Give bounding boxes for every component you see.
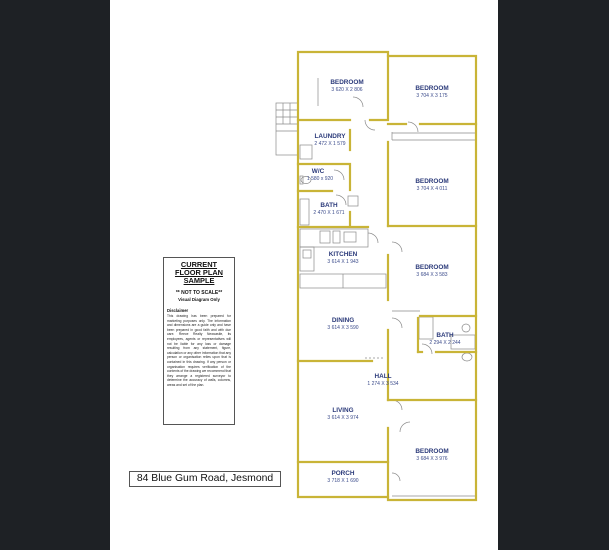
- not-to-scale-note: ** NOT TO SCALE**: [175, 290, 223, 296]
- room-dims-dining: 3 614 X 3 590: [327, 325, 359, 331]
- room-dims-kitchen: 3 614 X 1 943: [327, 259, 359, 265]
- room-name-bath-1: BATH: [320, 202, 338, 209]
- room-dims-hall: 1 274 X 3 534: [367, 381, 399, 387]
- room-name-dining: DINING: [331, 317, 355, 324]
- plan-legend: [163, 257, 235, 425]
- laundry-tub-icon: [300, 145, 312, 159]
- legend-title-line-3: SAMPLE: [183, 276, 215, 285]
- bathtub-icon: [300, 199, 309, 225]
- room-dims-wc: 1 580 x 920: [306, 176, 334, 182]
- room-name-bedroom-5: BEDROOM: [415, 448, 449, 455]
- legend-title-line-1: CURRENT: [180, 260, 218, 269]
- stairs-icon: [276, 103, 298, 155]
- room-dims-bedroom-3: 3 704 X 4 011: [416, 186, 448, 192]
- room-name-bedroom-2: BEDROOM: [415, 85, 449, 92]
- room-name-kitchen: KITCHEN: [328, 251, 358, 258]
- walls: [298, 52, 476, 500]
- room-dims-bath-1: 2 470 X 1 671: [313, 210, 345, 216]
- room-dims-bedroom-5: 3 684 X 3 976: [416, 456, 448, 462]
- room-name-bedroom-1: BEDROOM: [330, 79, 364, 86]
- room-dims-bedroom-1: 3 620 X 2 806: [331, 87, 363, 93]
- legend-title-line-2: FLOOR PLAN: [174, 268, 224, 277]
- room-dims-living: 3 614 X 3 974: [327, 415, 359, 421]
- room-dims-bedroom-2: 3 704 X 3 175: [416, 93, 448, 99]
- room-name-living: LIVING: [332, 407, 354, 414]
- room-name-hall: HALL: [374, 373, 392, 380]
- room-name-bedroom-3: BEDROOM: [415, 178, 449, 185]
- room-dims-bedroom-4: 3 684 X 3 583: [416, 272, 448, 278]
- bath2-fixtures-icon: [419, 317, 475, 361]
- room-dims-porch: 3 718 X 1 690: [327, 478, 359, 484]
- disclaimer-text: This drawing has been prepared for marketing purposes only. The information and dimensions are a guide only and have been prepared in good faith and with due care. Reece Realty Newcastle, its employees, agents or representatives will not be liable for any loss or damage resulting from any statement, figure, calculation or any other information that any person or organisation relies upon that is contained in this drawing. If any person or organisation requires verification of the contents of the drawing we recommend that they arrange a registered surveyor to determine the accuracy of walls, columns, areas and set of the plan.: [167, 314, 231, 387]
- room-name-bedroom-4: BEDROOM: [415, 264, 449, 271]
- legend-title: [167, 261, 231, 285]
- property-address: 84 Blue Gum Road, Jesmond: [129, 471, 281, 487]
- room-dims-bath-2: 2 294 X 2 244: [429, 340, 461, 346]
- vanity-icon: [348, 196, 358, 206]
- room-name-wc: W/C: [311, 168, 325, 175]
- room-name-bath-2: BATH: [436, 332, 454, 339]
- room-name-laundry: LAUNDRY: [314, 133, 346, 140]
- room-name-porch: PORCH: [331, 470, 355, 477]
- room-dims-laundry: 2 472 X 1 579: [314, 141, 346, 147]
- fixtures: [276, 78, 476, 496]
- disclaimer-heading: Disclaimer: [167, 308, 189, 313]
- visual-only-note: Visual Diagram Only: [178, 297, 220, 302]
